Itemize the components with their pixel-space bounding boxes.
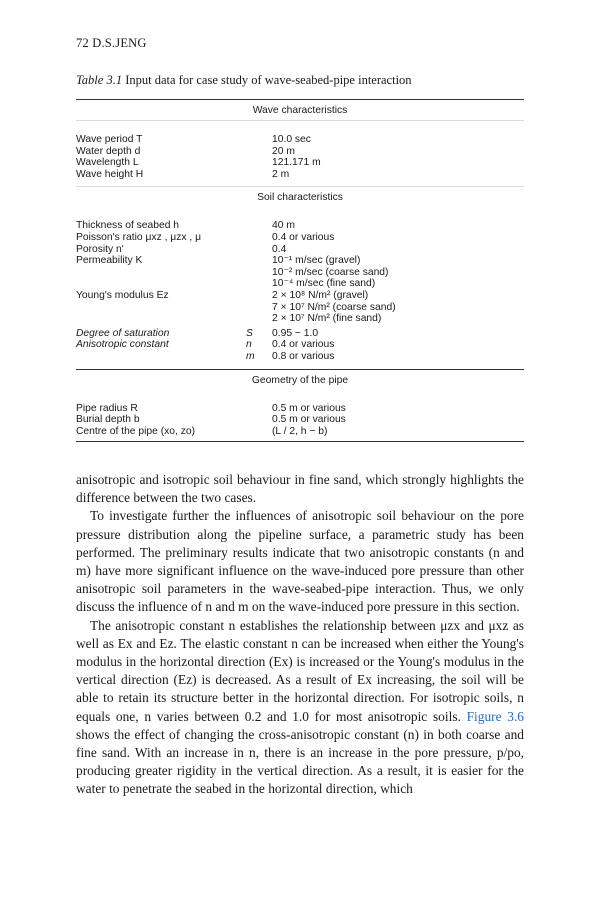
pipe-rows (76, 390, 524, 442)
table-row (76, 220, 524, 232)
table-row (76, 146, 524, 158)
table-caption-label: Table 3.1 (76, 73, 123, 87)
row-label: Wavelength L (76, 157, 139, 169)
table-row (76, 244, 524, 256)
section-heading-wave: Wave characteristics (252, 105, 348, 116)
paragraph: anisotropic and isotropic soil behaviour in fine sand, which strongly highlights the difference between the two cases. (76, 472, 524, 506)
soil-rows (76, 207, 524, 368)
wave-rows (76, 121, 524, 186)
row-label: Wave height H (76, 168, 144, 180)
table-row (76, 278, 524, 290)
row-value: 2 × 10⁷ N/m² (fine sand) (272, 313, 382, 325)
row-value: 2 × 10⁸ N/m² (gravel) (272, 289, 369, 301)
section-heading-pipe: Geometry of the pipe (251, 374, 349, 386)
table-row (76, 232, 524, 244)
row-symbol: m (246, 350, 255, 362)
table-row (76, 328, 524, 340)
table-row (76, 302, 524, 314)
row-label: Anisotropic constant n (76, 339, 252, 351)
row-value: 0.5 m or various (272, 402, 346, 414)
table-row (76, 255, 524, 267)
row-value: 0.8 or various (272, 350, 335, 362)
row-value: 10⁻¹ m/sec (gravel) (272, 255, 361, 267)
row-value: 2 m (272, 168, 290, 180)
running-head: 72 D.S.JENG (76, 36, 147, 50)
row-value: 10.0 sec (272, 134, 311, 145)
table-row (76, 169, 524, 181)
row-label: Permeability K (76, 255, 143, 267)
row-label: Poisson's ratio μxz , μzx , μ (76, 231, 202, 243)
table-row (76, 267, 524, 279)
row-symbol: S (246, 327, 253, 339)
row-value: 10⁻⁴ m/sec (fine sand) (272, 278, 376, 290)
row-label: Wave period T (76, 134, 143, 145)
row-value: 7 × 10⁷ N/m² (coarse sand) (272, 301, 396, 313)
table-row (76, 290, 524, 302)
paragraph: To investigate further the influences of anisotropic soil behaviour on the pore pressure distribution along the pipeline surface, a parametric study has been performed. The preliminary results indicate that two anisotropic constants (n and m) have more significant influence on the wave-induced pore pressure than other anisotropic soil parameters in the wave-seabed-pipe interaction. Thus, we only discuss the influence of n and m on the wave-induced pore pressure in this section. (76, 508, 524, 615)
table-caption (76, 73, 412, 88)
row-label: Burial depth b (76, 414, 140, 426)
table-bottom-rule (76, 441, 524, 442)
table-row (76, 339, 524, 351)
row-label: Water depth d (76, 145, 141, 157)
row-value: 121.171 m (272, 157, 321, 169)
table-row (76, 426, 524, 438)
row-label: Degree of saturation S (76, 327, 253, 339)
row-value: 40 m (272, 220, 295, 232)
row-symbol: n (246, 339, 252, 351)
table-row (76, 351, 524, 363)
paragraph: The anisotropic constant n establishes the relationship between μzx and μxz as well as Ex and Ez. The elastic constant n can be increased when either the Young's modulus in the horizontal direction (Ex) is increased or the Young's modulus in the vertical direction (Ez) is decreased. As a result of Ex increasing, the soil will be able to retain its structure better in the horizontal direction. For isotropic soils, n equals one, n varies between 0.2 and 1.0 for most anisotropic soils. Figure 3.6 shows the effect of changing the cross-anisotropic constant (n) in both coarse and fine sand. With an increase in n, there is an increase in the pore pressure, p/po, producing greater rigidity in the vertical direction. As a result, it is easier for the water to penetrate the seabed in the horizontal direction, which (76, 617, 525, 797)
row-label: Pipe radius R (76, 402, 138, 414)
table-caption-text: Input data for case study of wave-seabed-pipe interaction (122, 73, 412, 87)
body-text (76, 471, 524, 799)
row-value: 0.95 − 1.0 (272, 327, 319, 339)
row-value: 10⁻² m/sec (coarse sand) (272, 266, 389, 278)
row-label: Young's modulus Ez (76, 289, 169, 301)
row-value: (L / 2, h − b) (272, 425, 328, 437)
table-row (76, 157, 524, 169)
table-row (76, 403, 524, 415)
section-heading-soil: Soil characteristics (257, 192, 343, 204)
row-value: 20 m (272, 145, 295, 157)
row-label: Centre of the pipe (xo, zo) (76, 425, 196, 437)
row-value: 0.4 (272, 243, 287, 255)
table-row (76, 313, 524, 325)
figure-3-6-link[interactable]: Figure 3.6 (466, 708, 525, 724)
row-label: Thickness of seabed h (76, 220, 180, 232)
row-value: 0.4 or various (272, 231, 335, 243)
table-row (76, 134, 524, 146)
table-row (76, 414, 524, 426)
data-table (76, 99, 524, 442)
row-label: Porosity n' (76, 243, 124, 255)
row-value: 0.5 m or various (272, 414, 346, 426)
row-value: 0.4 or various (272, 339, 335, 351)
